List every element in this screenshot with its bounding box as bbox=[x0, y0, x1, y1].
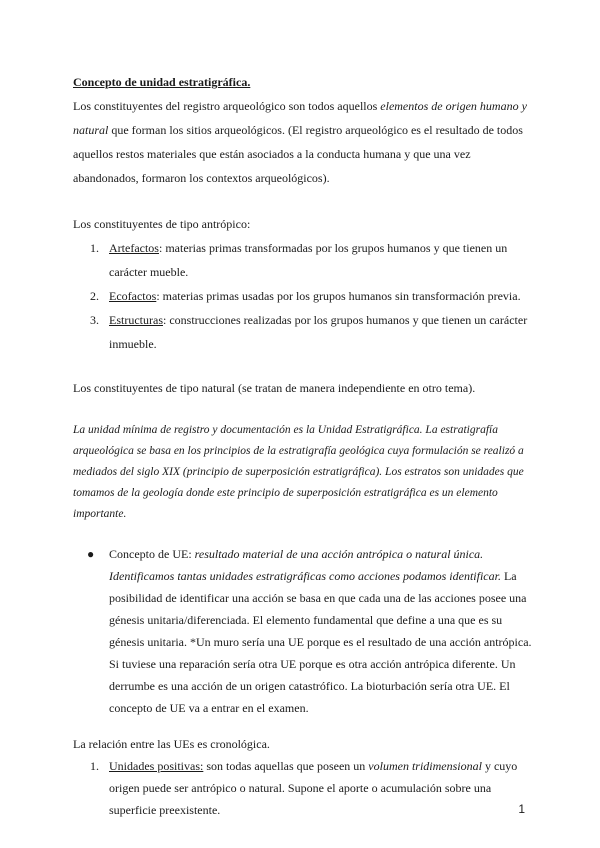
antropico-heading: Los constituyentes de tipo antrópico: bbox=[73, 217, 251, 231]
document-title: Concepto de unidad estratigráfica. bbox=[73, 75, 251, 89]
item-number: 3. bbox=[90, 313, 99, 327]
positivas-text-1: son todas aquellas que poseen un bbox=[203, 759, 369, 773]
relacion-line: La relación entre las UEs es cronológica. bbox=[73, 737, 270, 751]
item-term: Artefactos bbox=[109, 241, 159, 255]
intro-paragraph bbox=[73, 94, 533, 190]
antropico-list bbox=[73, 236, 533, 356]
intro-italic: elementos de origen humano y natural bbox=[73, 99, 527, 137]
natural-line: Los constituyentes de tipo natural (se tratan de manera independiente en otro tema). bbox=[73, 381, 476, 395]
list-item bbox=[73, 236, 533, 284]
page-number: 1 bbox=[518, 802, 525, 816]
list-item bbox=[73, 284, 533, 308]
italic-paragraph: La unidad mínima de registro y documentación es la Unidad Estratigráfica. La estratigrafía arqueológica se basa en los principios de la estratigrafía geológica cuya formulación se realizó a mediados del siglo XIX (principio de superposición estratigráfica). Los estratos son unidades que tomamos de la geología donde este principio de superposición estratigráfica es un elemento importante. bbox=[73, 424, 524, 520]
item-term: Unidades positivas: bbox=[109, 759, 204, 773]
positivas-list bbox=[73, 755, 533, 821]
bullet-icon: ● bbox=[87, 547, 95, 561]
positivas-text-2: y cuyo origen puede ser antrópico o natural. Supone el aporte o acumulación sobre una superficie preexistente. bbox=[109, 759, 518, 817]
positivas-italic: volumen tridimensional bbox=[368, 759, 482, 773]
intro-text-2: que forman los sitios arqueológicos. (El registro arqueológico es el resultado de todos aquellos restos materiales que están asociados a la conducta humana y que una vez abandonados, formaron los contextos arqueológicos). bbox=[73, 123, 523, 185]
ue-italic: resultado material de una acción antrópica o natural única. Identificamos tantas unidades estratigráficas como acciones podamos identificar. bbox=[109, 547, 501, 583]
ue-bullet bbox=[73, 543, 533, 719]
item-number: 2. bbox=[90, 289, 99, 303]
item-term: Estructuras bbox=[109, 313, 163, 327]
item-term: Ecofactos bbox=[109, 289, 157, 303]
list-item bbox=[73, 755, 533, 821]
item-text: : materias primas usadas por los grupos humanos sin transformación previa. bbox=[156, 289, 521, 303]
item-number: 1. bbox=[90, 759, 99, 773]
ue-rest: La posibilidad de identificar una acción se basa en que cada una de las acciones posee una génesis unitaria/diferenciada. El elemento fundamental que define a una que es su génesis unitaria. *Un muro sería una UE porque es el resultado de una acción antrópica. Si tuviese una reparación sería otra UE porque es otra acción antrópica diferente. Un derrumbe es una acción de un origen catastrófico. La bioturbación sería otra UE. El concepto de UE va a entrar en el examen. bbox=[109, 569, 532, 715]
item-text: : materias primas transformadas por los grupos humanos y que tienen un carácter mueble. bbox=[109, 241, 508, 279]
intro-text-1: Los constituyentes del registro arqueológico son todos aquellos bbox=[73, 99, 381, 113]
item-number: 1. bbox=[90, 241, 99, 255]
ue-lead: Concepto de UE: bbox=[109, 547, 195, 561]
list-item bbox=[73, 308, 533, 356]
item-text: : construcciones realizadas por los grupos humanos y que tienen un carácter inmueble. bbox=[109, 313, 528, 351]
document-page bbox=[73, 70, 533, 821]
